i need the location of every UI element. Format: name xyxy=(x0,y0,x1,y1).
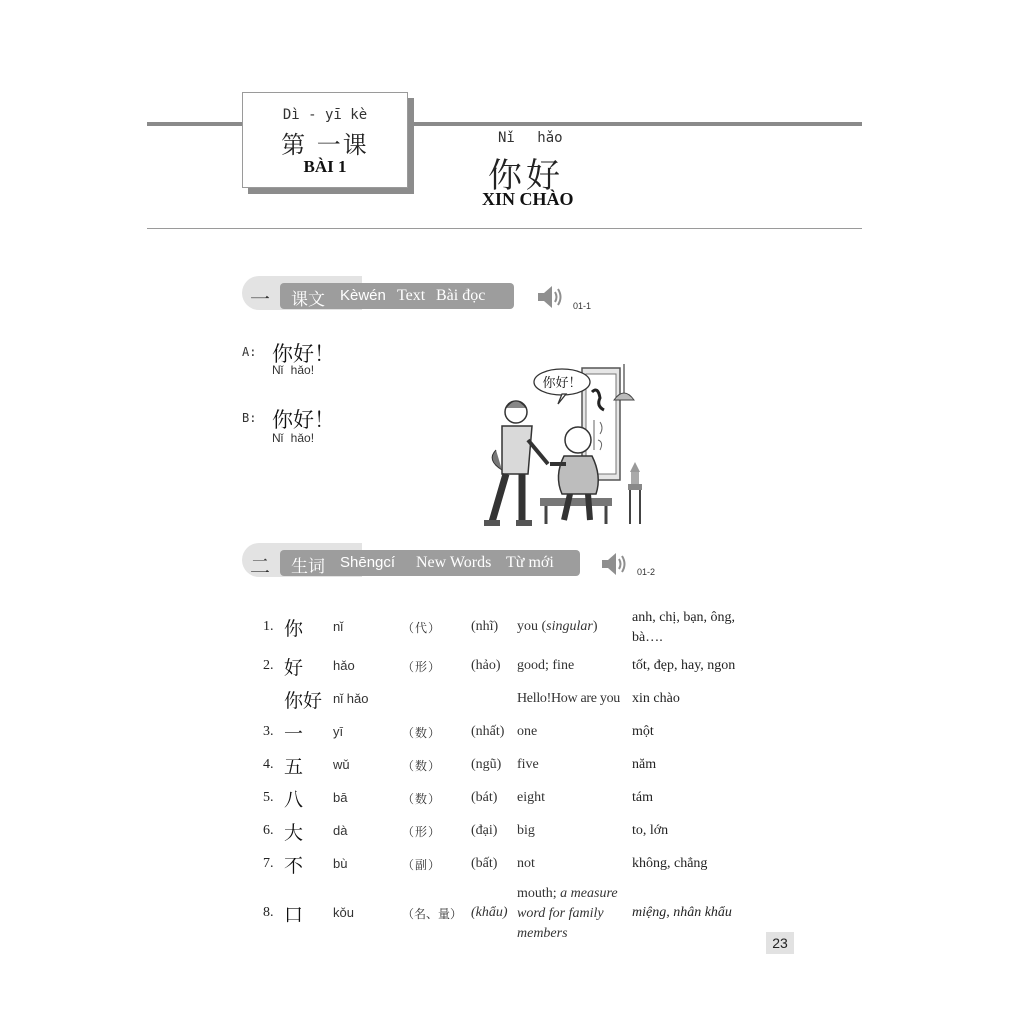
vocab-chinese: 一 xyxy=(284,723,304,745)
vocab-number: 4. xyxy=(263,757,274,772)
vocab-english: one xyxy=(517,724,538,739)
vocab-english: Hello!How are you xyxy=(517,691,620,706)
section1-pinyin: Kèwén xyxy=(340,287,386,304)
vocab-vietnamese: năm xyxy=(632,757,657,772)
section2-audio-code: 01-2 xyxy=(637,567,656,577)
section2-english: New Words xyxy=(416,554,492,571)
vocab-pos: （数） xyxy=(402,792,442,806)
lesson-pinyin: Dì - yī kè xyxy=(282,107,368,123)
dialogue-b-pinyin: Nǐ hǎo! xyxy=(272,431,315,445)
dialogue-b-chinese: 你好！ xyxy=(272,408,335,432)
speaker-icon[interactable] xyxy=(536,284,566,310)
lesson-box xyxy=(242,92,408,188)
vocab-han-viet: (khẩu) xyxy=(471,905,508,920)
section2-vietnamese: Từ mới xyxy=(506,554,554,571)
vocab-pinyin: kǒu xyxy=(333,905,354,920)
vocab-vietnamese: một xyxy=(632,724,654,739)
vocab-chinese: 口 xyxy=(284,904,304,926)
section2-pinyin: Shēngcí xyxy=(340,554,396,571)
vocab-pinyin: dà xyxy=(333,823,348,838)
dialogue-a-pinyin: Nǐ hǎo! xyxy=(272,363,315,377)
vocab-chinese: 不 xyxy=(284,855,304,877)
section1-audio-code: 01-1 xyxy=(573,301,592,311)
vocab-number: 3. xyxy=(263,724,274,739)
section2-chinese: 生词 xyxy=(291,557,325,577)
lesson-vietnamese: BÀI 1 xyxy=(303,157,347,176)
vocab-pos: （数） xyxy=(402,726,442,740)
vocab-han-viet: (nhất) xyxy=(471,724,505,739)
vocab-pinyin: bā xyxy=(333,790,348,805)
vocab-pos: （名、量） xyxy=(402,907,463,921)
section1-chinese: 课文 xyxy=(291,290,325,310)
vocab-pinyin: wǔ xyxy=(333,757,350,772)
vocab-number: 5. xyxy=(263,790,274,805)
vocab-chinese: 八 xyxy=(284,789,304,811)
vocab-han-viet: (đại) xyxy=(471,823,498,838)
vocab-english: not xyxy=(517,856,535,871)
vocab-han-viet: (hảo) xyxy=(471,658,501,673)
vocab-english: good; fine xyxy=(517,658,575,673)
vocab-number: 2. xyxy=(263,658,274,673)
vocab-vietnamese: xin chào xyxy=(632,691,680,706)
vocab-english: eight xyxy=(517,790,545,805)
vocab-chinese: 好 xyxy=(284,657,304,679)
vocab-vietnamese: to, lớn xyxy=(632,823,669,838)
vocab-english: you (singular) xyxy=(517,619,598,634)
speaker-b-label: B: xyxy=(242,411,257,425)
vocab-pinyin: nǐ xyxy=(333,619,344,634)
section1-number: 一 xyxy=(250,287,270,311)
vocab-pos: （数） xyxy=(402,759,442,773)
vocab-pos: （代） xyxy=(402,621,442,635)
vocab-number: 8. xyxy=(263,905,274,920)
dialogue-a-chinese: 你好！ xyxy=(272,342,335,366)
vocab-pinyin: bù xyxy=(333,856,348,871)
vocab-pos: （副） xyxy=(402,858,442,872)
vocab-english: mouth; a measure word for family members xyxy=(517,886,618,941)
speech-bubble-text: 你好！ xyxy=(542,376,582,391)
page-number: 23 xyxy=(766,932,794,954)
title-pinyin: Nǐ hǎo xyxy=(498,130,563,146)
vocab-han-viet: (ngũ) xyxy=(471,757,502,772)
vocab-vietnamese: không, chẳng xyxy=(632,856,708,871)
title-vietnamese: XIN CHÀO xyxy=(482,189,574,209)
speaker-icon[interactable] xyxy=(600,551,630,577)
section1-english: Text xyxy=(397,287,426,304)
title-chinese: 你好 xyxy=(488,156,564,196)
header-divider xyxy=(147,228,862,229)
vocab-pos: （形） xyxy=(402,825,442,839)
vocab-pinyin: nǐ hǎo xyxy=(333,691,369,706)
vocab-pinyin: hǎo xyxy=(333,658,355,673)
vocab-number: 1. xyxy=(263,619,274,634)
vocab-vietnamese: anh, chị, bạn, ông, bà…. xyxy=(632,610,736,645)
vocab-chinese: 你好 xyxy=(284,690,323,712)
vocab-chinese: 五 xyxy=(284,756,304,778)
vocab-chinese: 大 xyxy=(284,822,304,844)
vocab-han-viet: (bát) xyxy=(471,790,498,805)
vocab-han-viet: (nhĩ) xyxy=(471,619,499,634)
section1-vietnamese: Bài đọc xyxy=(436,287,486,304)
vocab-vietnamese: tốt, đẹp, hay, ngon xyxy=(632,658,736,673)
vocab-pinyin: yī xyxy=(333,724,344,739)
greeting-illustration xyxy=(466,360,666,536)
section2-number: 二 xyxy=(250,554,270,578)
vocab-han-viet: (bất) xyxy=(471,856,498,871)
vocab-chinese: 你 xyxy=(284,618,304,640)
vocab-english: big xyxy=(517,823,535,838)
vocab-vietnamese: tám xyxy=(632,790,653,805)
vocab-vietnamese: miệng, nhân khẩu xyxy=(632,905,732,920)
vocab-pos: （形） xyxy=(402,660,442,674)
lesson-chinese: 第 一课 xyxy=(281,131,369,159)
vocab-english: five xyxy=(517,757,539,772)
speaker-a-label: A: xyxy=(242,345,257,359)
vocab-number: 7. xyxy=(263,856,274,871)
vocab-number: 6. xyxy=(263,823,274,838)
